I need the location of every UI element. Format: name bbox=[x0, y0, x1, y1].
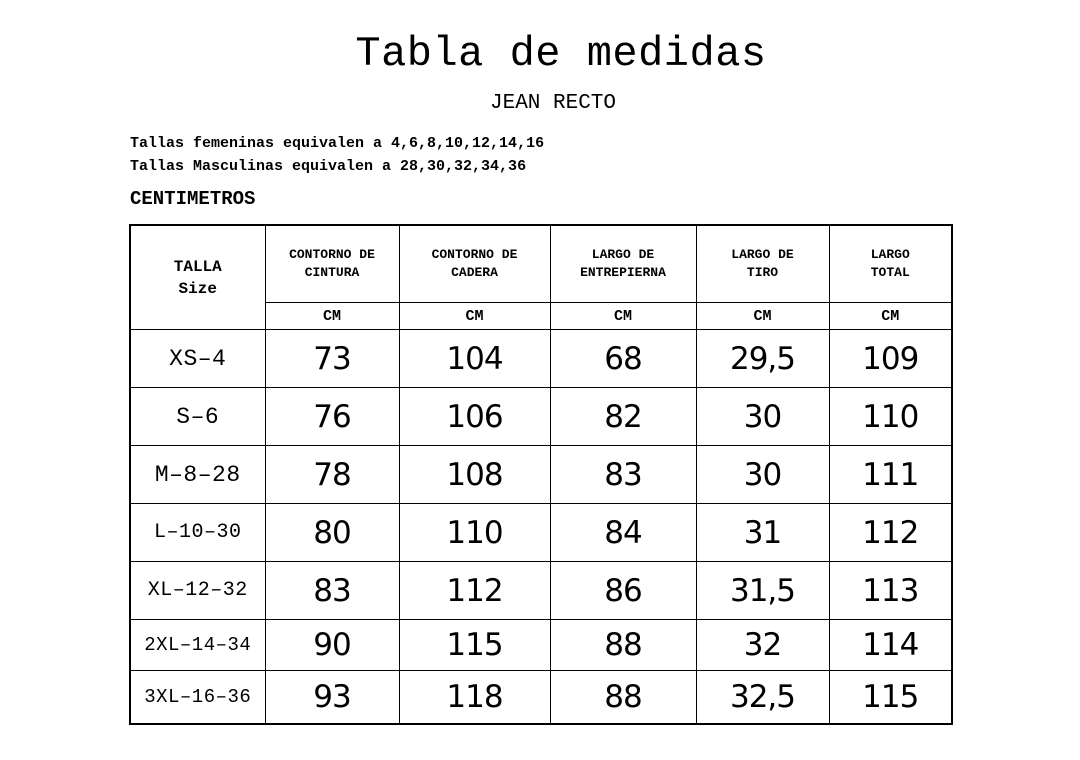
inseam-value: 88 bbox=[550, 620, 696, 671]
column-header-line: TOTAL bbox=[870, 265, 910, 280]
column-header-line: CADERA bbox=[451, 265, 498, 280]
size-header-es: TALLA bbox=[173, 257, 222, 276]
total-length-value: 109 bbox=[829, 330, 952, 388]
unit-label: CM bbox=[265, 303, 399, 330]
womens-size-note: Tallas femeninas equivalen a 4,6,8,10,12,14,16 bbox=[130, 135, 545, 152]
size-header-en: Size bbox=[178, 279, 217, 298]
unit-label: CM bbox=[550, 303, 696, 330]
table-row bbox=[130, 446, 952, 504]
column-header-rise bbox=[696, 225, 829, 303]
waist-value: 73 bbox=[265, 330, 399, 388]
rise-value: 30 bbox=[696, 446, 829, 504]
total-length-value: 111 bbox=[829, 446, 952, 504]
column-header-inseam bbox=[550, 225, 696, 303]
mens-size-note: Tallas Masculinas equivalen a 28,30,32,34,36 bbox=[130, 158, 527, 175]
unit-label: CM bbox=[399, 303, 550, 330]
column-header-line: LARGO DE bbox=[591, 247, 655, 262]
rise-value: 32 bbox=[696, 620, 829, 671]
rise-value: 32,5 bbox=[696, 671, 829, 725]
rise-value: 30 bbox=[696, 388, 829, 446]
total-length-value: 112 bbox=[829, 504, 952, 562]
inseam-value: 84 bbox=[550, 504, 696, 562]
total-length-value: 115 bbox=[829, 671, 952, 725]
waist-value: 78 bbox=[265, 446, 399, 504]
column-header-waist bbox=[265, 225, 399, 303]
size-chart-table bbox=[129, 224, 953, 725]
table-row bbox=[130, 388, 952, 446]
waist-value: 93 bbox=[265, 671, 399, 725]
total-length-value: 113 bbox=[829, 562, 952, 620]
column-header-line: CONTORNO DE bbox=[431, 247, 518, 262]
column-header-line: LARGO bbox=[870, 247, 910, 262]
table-row bbox=[130, 620, 952, 671]
size-label: L–10–30 bbox=[130, 504, 265, 562]
waist-value: 90 bbox=[265, 620, 399, 671]
table-row bbox=[130, 562, 952, 620]
column-header-total-length bbox=[829, 225, 952, 303]
column-header-line: LARGO DE bbox=[731, 247, 794, 262]
hip-value: 110 bbox=[399, 504, 550, 562]
table-row bbox=[130, 330, 952, 388]
table-row bbox=[130, 671, 952, 725]
hip-value: 118 bbox=[399, 671, 550, 725]
inseam-value: 82 bbox=[550, 388, 696, 446]
table-header-row bbox=[130, 225, 952, 303]
waist-value: 76 bbox=[265, 388, 399, 446]
column-header-line: CINTURA bbox=[304, 265, 360, 280]
hip-value: 106 bbox=[399, 388, 550, 446]
unit-label: CM bbox=[696, 303, 829, 330]
rise-value: 29,5 bbox=[696, 330, 829, 388]
hip-value: 108 bbox=[399, 446, 550, 504]
size-label: M–8–28 bbox=[130, 446, 265, 504]
size-label: S–6 bbox=[130, 388, 265, 446]
unit-label: CM bbox=[829, 303, 952, 330]
size-label: XS–4 bbox=[130, 330, 265, 388]
hip-value: 104 bbox=[399, 330, 550, 388]
size-label: 3XL–16–36 bbox=[130, 671, 265, 725]
units-heading: CENTIMETROS bbox=[130, 188, 256, 210]
hip-value: 115 bbox=[399, 620, 550, 671]
total-length-value: 114 bbox=[829, 620, 952, 671]
size-column-header bbox=[130, 225, 265, 330]
size-label: 2XL–14–34 bbox=[130, 620, 265, 671]
inseam-value: 83 bbox=[550, 446, 696, 504]
waist-value: 80 bbox=[265, 504, 399, 562]
column-header-line: TIRO bbox=[746, 265, 779, 280]
size-label: XL–12–32 bbox=[130, 562, 265, 620]
table-row bbox=[130, 504, 952, 562]
inseam-value: 68 bbox=[550, 330, 696, 388]
page-title: Tabla de medidas bbox=[355, 30, 767, 78]
column-header-line: CONTORNO DE bbox=[289, 247, 375, 262]
hip-value: 112 bbox=[399, 562, 550, 620]
column-header-line: ENTREPIERNA bbox=[580, 265, 666, 280]
inseam-value: 86 bbox=[550, 562, 696, 620]
inseam-value: 88 bbox=[550, 671, 696, 725]
column-header-hip bbox=[399, 225, 550, 303]
rise-value: 31,5 bbox=[696, 562, 829, 620]
total-length-value: 110 bbox=[829, 388, 952, 446]
rise-value: 31 bbox=[696, 504, 829, 562]
waist-value: 83 bbox=[265, 562, 399, 620]
product-subtitle: JEAN RECTO bbox=[489, 92, 617, 115]
